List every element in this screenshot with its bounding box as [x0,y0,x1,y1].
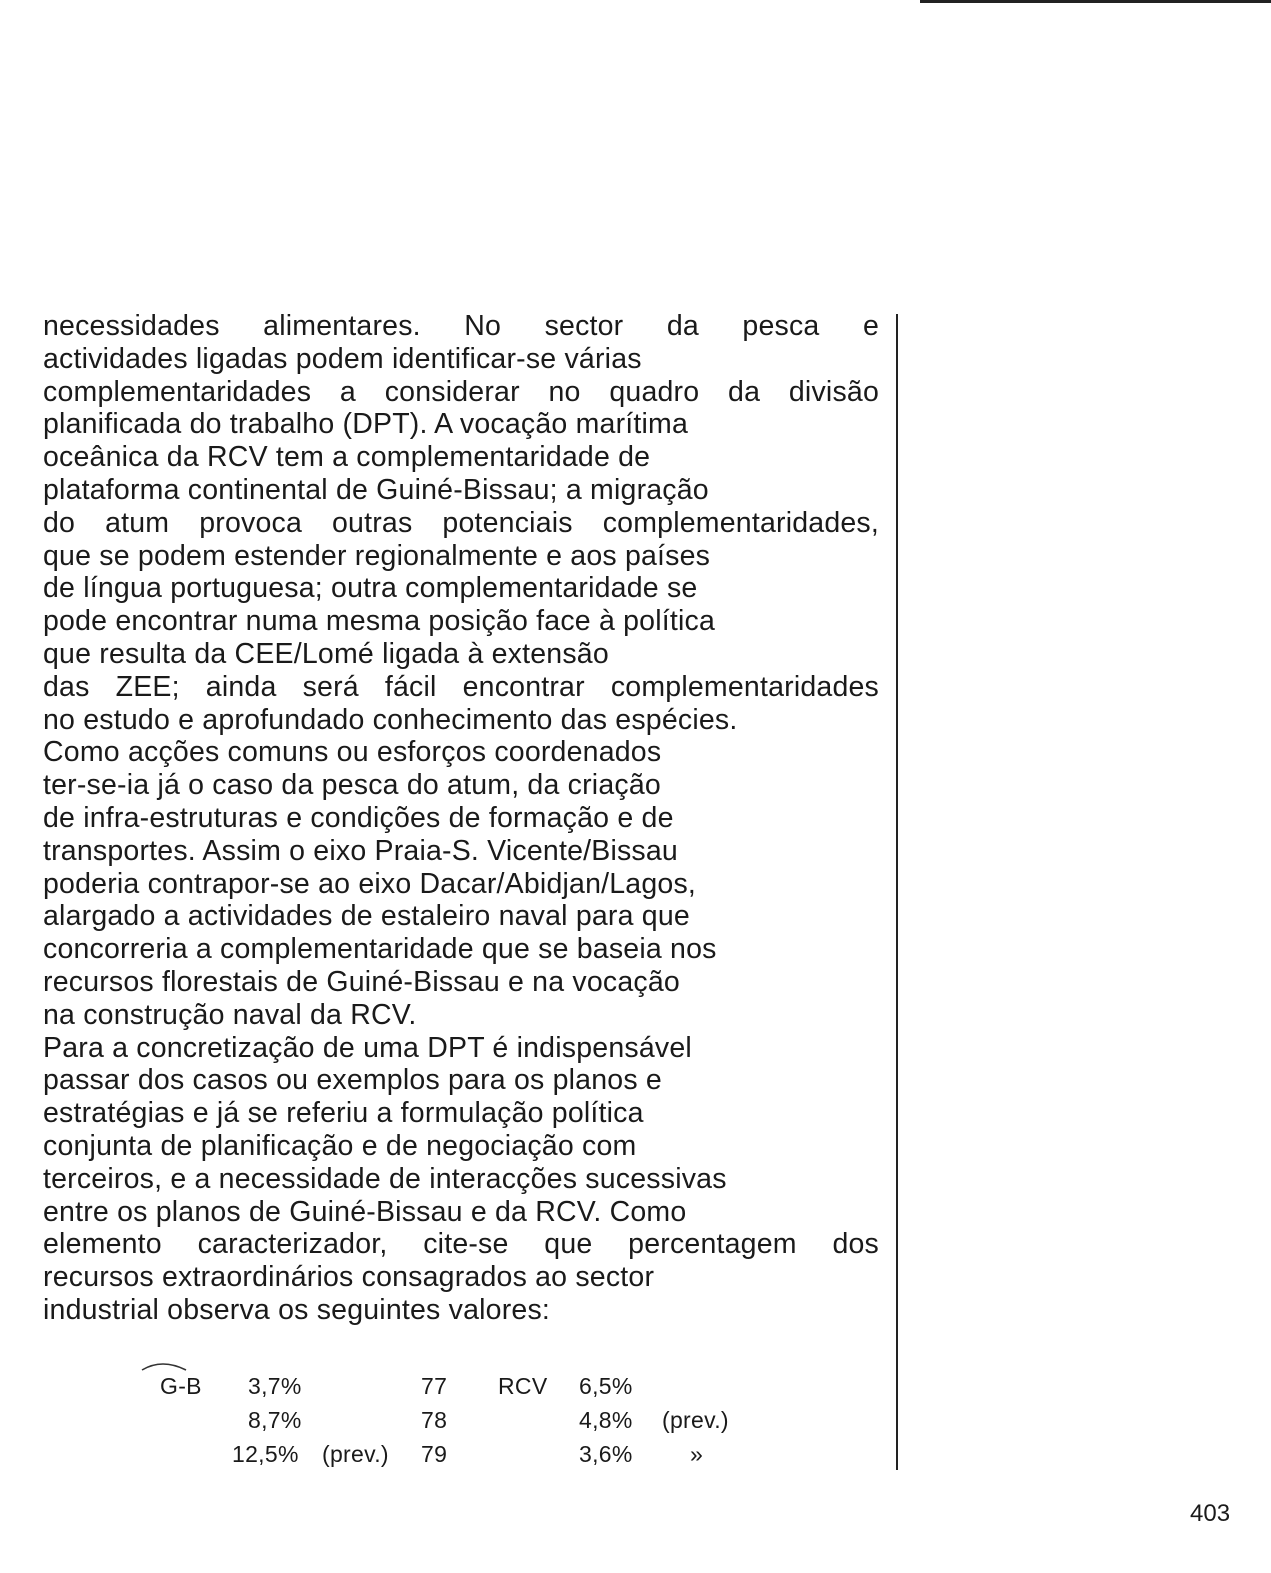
text-line: pode encontrar numa mesma posição face à política [43,605,716,638]
gb-value: 8,7% [248,1407,302,1433]
rcv-note: » [690,1441,704,1467]
text-line: industrial observa os seguintes valores: [43,1293,551,1326]
text-line: Como acções comuns ou esforços coordenados [43,736,662,769]
text-line: recursos florestais de Guiné-Bissau e na vocação [43,965,680,998]
year-cell: 78 [421,1407,448,1433]
text-line: entre os planos de Guiné-Bissau e da RCV. Como [43,1195,687,1228]
rcv-value: 6,5% [579,1373,633,1399]
text-line: actividades ligadas podem identificar-se várias [43,342,642,375]
top-rule [920,0,1271,3]
text-line: concorreria a complementaridade que se baseia nos [43,933,717,966]
year-cell: 77 [421,1373,448,1399]
text-line: plataforma continental de Guiné-Bissau; a migração [43,473,709,506]
text-line: alargado a actividades de estaleiro naval para que [43,900,690,933]
text-line: oceânica da RCV tem a complementaridade de [43,441,651,474]
text-line: ter-se-ia já o caso da pesca do atum, da criação [43,769,661,802]
text-line: estratégias e já se referiu a formulação política [43,1097,644,1130]
text-line: necessidades alimentares. No sector da pesca e [43,310,879,342]
gb-value: 12,5% [232,1441,299,1467]
rcv-value: 4,8% [579,1407,633,1433]
text-line: de língua portuguesa; outra complementaridade se [43,572,698,605]
gb-value: 3,7% [248,1373,302,1399]
text-line: conjunta de planificação e de negociação com [43,1129,637,1162]
rcv-value: 3,6% [579,1441,633,1467]
text-line: de infra-estruturas e condições de formação e de [43,801,674,834]
text-line: recursos extraordinários consagrados ao sector [43,1261,655,1294]
year-cell: 79 [421,1441,448,1467]
text-line: complementaridades a considerar no quadro da divisão [43,375,879,408]
text-line: terceiros, e a necessidade de interacções sucessivas [43,1162,727,1195]
rcv-note: (prev.) [662,1407,729,1433]
text-line: transportes. Assim o eixo Praia-S. Vicente/Bissau [43,834,678,867]
text-line: que resulta da CEE/Lomé ligada à extensão [43,637,609,670]
text-line: planificada do trabalho (DPT). A vocação marítima [43,408,689,441]
text-line: na construção naval da RCV. [43,998,417,1031]
text-line: passar dos casos ou exemplos para os planos e [43,1064,662,1097]
text-line: elemento caracterizador, cite-se que percentagem dos [43,1228,879,1261]
gb-note: (prev.) [322,1441,389,1467]
rcv-label: RCV [498,1373,548,1399]
text-line: das ZEE; ainda será fácil encontrar complementaridades [43,670,879,703]
text-line: no estudo e aprofundado conhecimento das espécies. [43,703,738,736]
gb-label: G-B [160,1373,202,1399]
text-line: que se podem estender regionalmente e aos países [43,539,711,572]
body-paragraph [43,310,893,1327]
text-line: Para a concretização de uma DPT é indispensável [43,1031,692,1064]
page-number: 403 [1190,1500,1231,1527]
margin-rule [896,314,898,1470]
text-line: do atum provoca outras potenciais complementaridades, [43,506,879,539]
text-line: poderia contrapor-se ao eixo Dacar/Abidjan/Lagos, [43,867,697,900]
